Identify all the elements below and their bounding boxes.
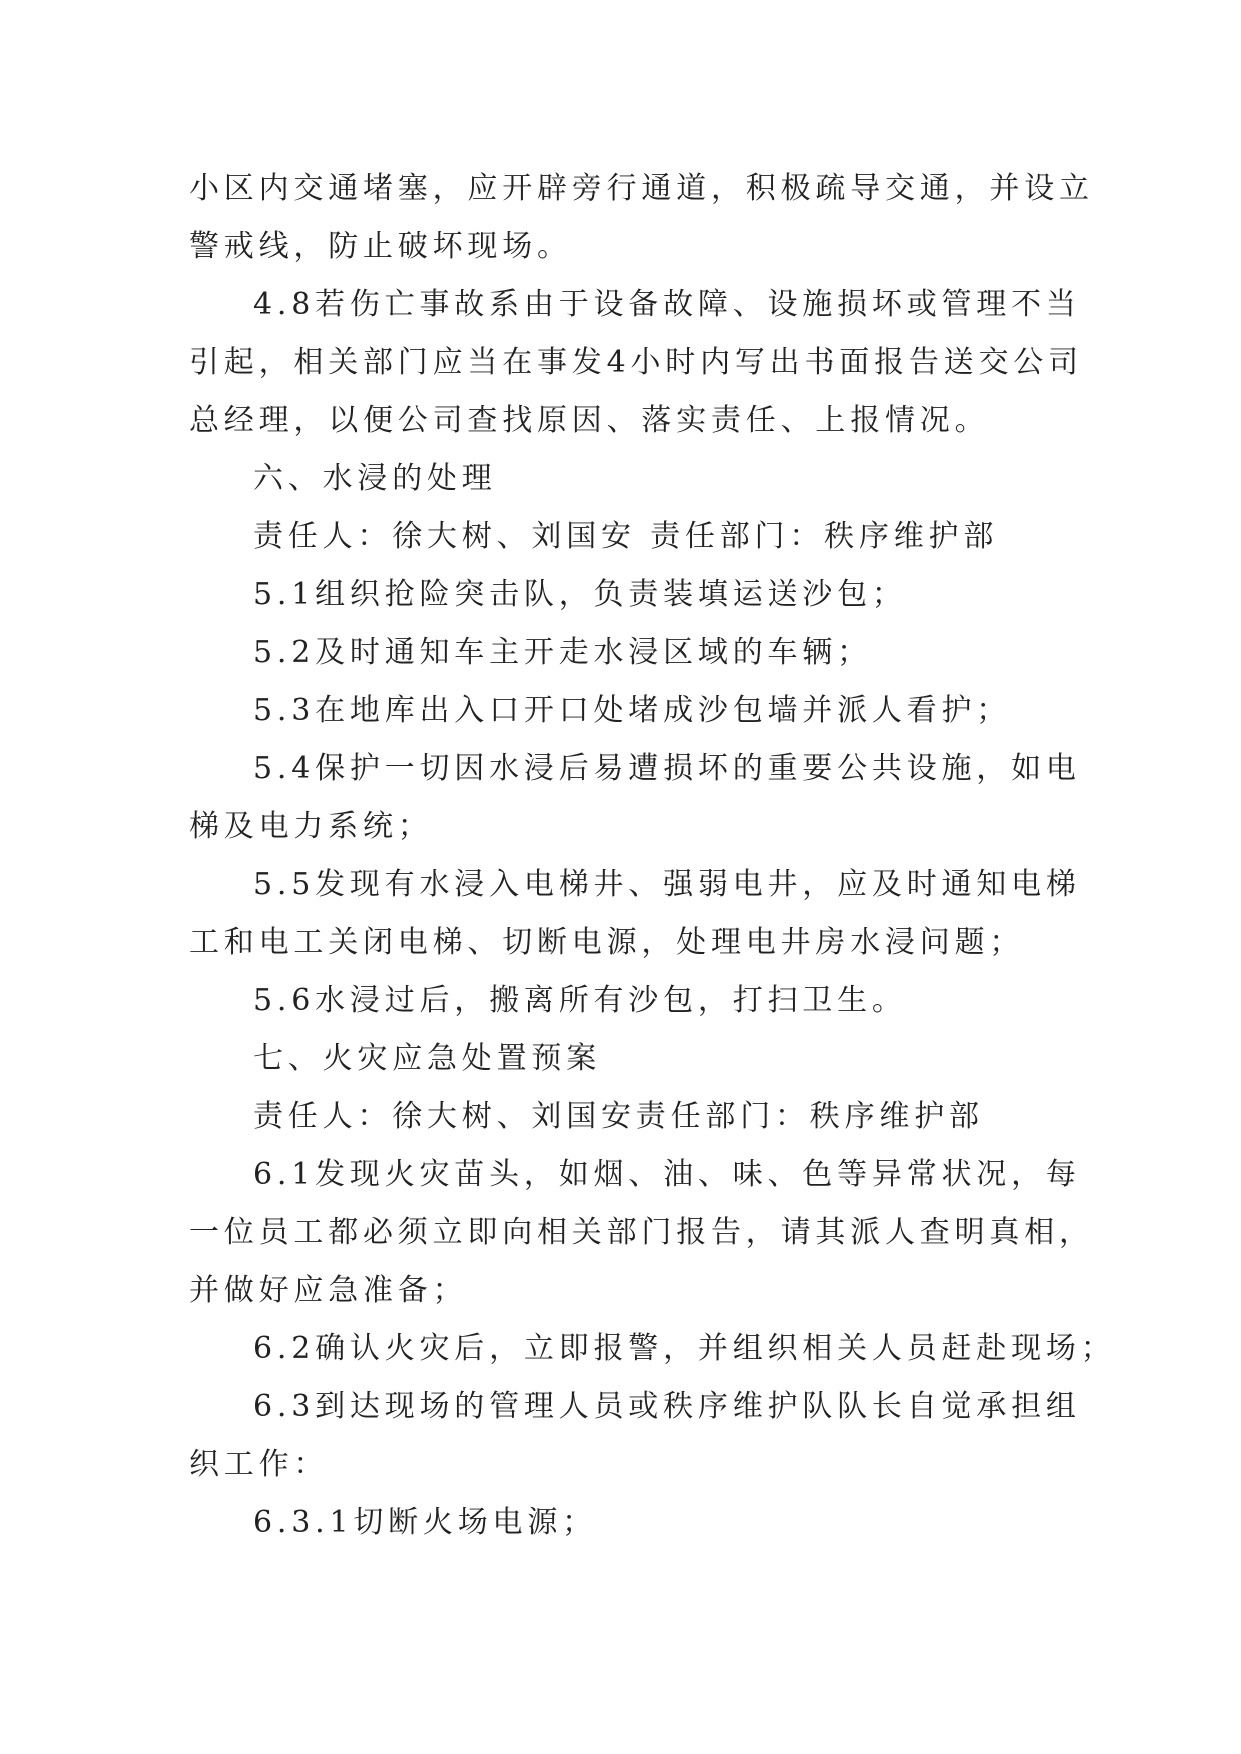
text-line: 织工作： xyxy=(189,1447,329,1482)
text-line: 5.1组织抢险突击队，负责装填运送沙包； xyxy=(253,577,907,612)
text-line: 6.2确认火灾后，立即报警，并组织相关人员赶赴现场； xyxy=(253,1331,1116,1366)
text-line: 5.4保护一切因水浸后易遭损坏的重要公共设施，如电 xyxy=(253,751,1081,786)
text-line: 梯及电力系统； xyxy=(189,809,433,844)
text-line: 4.8若伤亡事故系由于设备故障、设施损坏或管理不当 xyxy=(253,287,1081,322)
text-line: 工和电工关闭电梯、切断电源，处理电井房水浸问题； xyxy=(189,925,1025,960)
text-line: 警戒线，防止破坏现场。 xyxy=(189,229,572,264)
responsible-line: 责任人：徐大树、刘国安责任部门：秩序维护部 xyxy=(253,1099,984,1134)
text-line: 5.3在地库出入口开口处堵成沙包墙并派人看护； xyxy=(253,693,1012,728)
text-line: 小区内交通堵塞，应开辟旁行通道，积极疏导交通，并设立 xyxy=(189,171,1094,206)
text-line: 6.1发现火灾苗头，如烟、油、味、色等异常状况，每 xyxy=(253,1157,1081,1192)
text-line: 总经理，以便公司查找原因、落实责任、上报情况。 xyxy=(189,403,990,438)
text-line: 引起，相关部门应当在事发4小时内写出书面报告送交公司 xyxy=(189,345,1083,380)
text-line: 6.3到达现场的管理人员或秩序维护队队长自觉承担组 xyxy=(253,1389,1081,1424)
text-line: 5.2及时通知车主开走水浸区域的车辆； xyxy=(253,635,872,670)
section-heading: 七、火灾应急处置预案 xyxy=(253,1041,601,1076)
document-body xyxy=(189,160,1116,1552)
text-line: 一位员工都必须立即向相关部门报告，请其派人查明真相， xyxy=(189,1215,1094,1250)
text-line: 5.6水浸过后，搬离所有沙包，打扫卫生。 xyxy=(253,983,907,1018)
text-line: 并做好应急准备； xyxy=(189,1273,468,1308)
text-line: 5.5发现有水浸入电梯井、强弱电井，应及时通知电梯 xyxy=(253,867,1081,902)
text-line: 6.3.1切断火场电源； xyxy=(253,1505,597,1540)
section-heading: 六、水浸的处理 xyxy=(253,461,497,496)
responsible-line: 责任人：徐大树、刘国安 责任部门：秩序维护部 xyxy=(253,519,999,554)
